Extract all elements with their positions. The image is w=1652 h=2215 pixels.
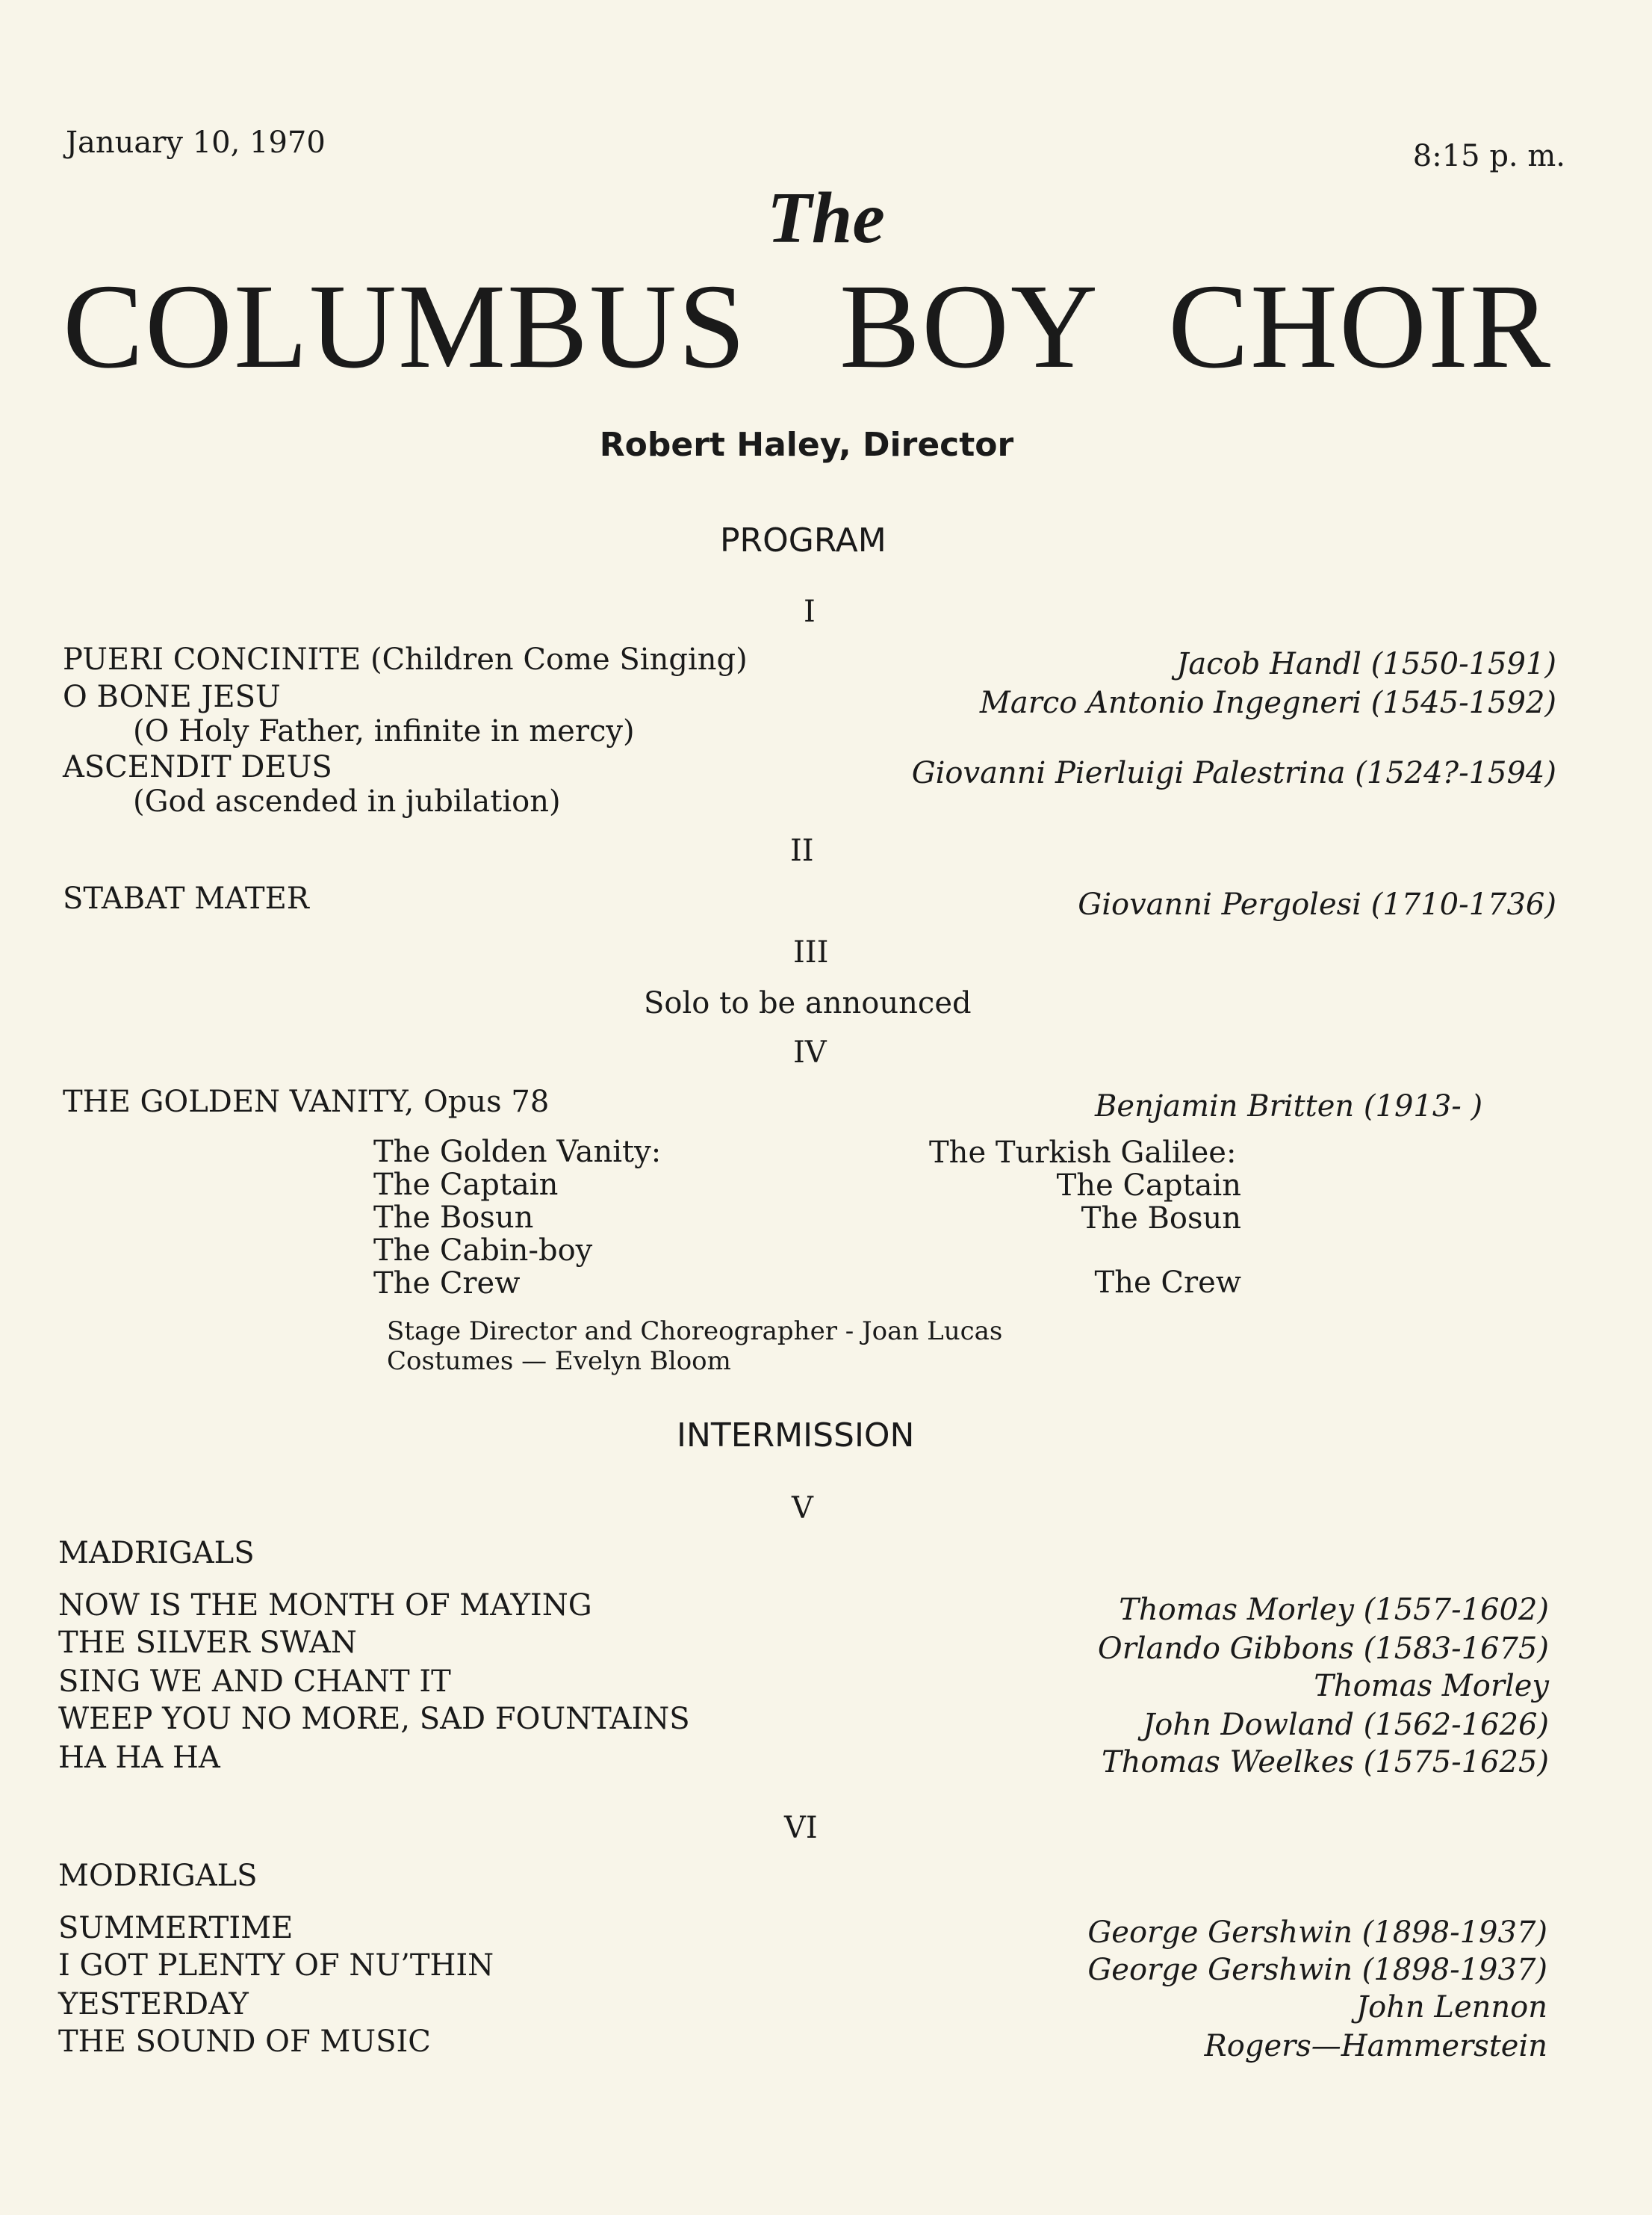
intermission-heading: INTERMISSION: [677, 1416, 915, 1455]
composer: Thomas Morley (1557-1602): [1119, 1593, 1549, 1627]
cast-line: The Golden Vanity:: [373, 1135, 662, 1169]
cast-line: The Crew: [1094, 1266, 1241, 1300]
credit-line: Stage Director and Choreographer - Joan Lucas: [387, 1316, 1003, 1346]
composer: George Gershwin (1898-1937): [1087, 1915, 1547, 1950]
piece-title: THE SOUND OF MUSIC: [58, 2025, 431, 2059]
piece-subtitle: (O Holy Father, infinite in mercy): [133, 714, 635, 749]
piece-title: WEEP YOU NO MORE, SAD FOUNTAINS: [58, 1702, 690, 1736]
composer: John Lennon: [1356, 1990, 1547, 2025]
group-heading: MODRIGALS: [58, 1859, 258, 1893]
section-numeral-3: III: [793, 935, 829, 970]
title-article: The: [767, 178, 885, 258]
concert-date: January 10, 1970: [66, 126, 326, 160]
section-numeral-6: VI: [784, 1811, 818, 1845]
section-numeral-5: V: [792, 1491, 813, 1525]
piece-title: STABAT MATER: [63, 882, 309, 916]
piece-title: I GOT PLENTY OF NU’THIN: [58, 1948, 494, 1983]
cast-line: The Bosun: [373, 1201, 534, 1235]
cast-list-left: [373, 1136, 822, 1300]
piece-title: YESTERDAY: [58, 1987, 249, 2022]
director-line: Robert Haley, Director: [599, 426, 1014, 464]
section-numeral-1: I: [804, 595, 816, 629]
piece-title: THE SILVER SWAN: [58, 1626, 357, 1660]
cast-line: The Bosun: [1081, 1201, 1241, 1236]
cast-line: The Crew: [373, 1266, 521, 1301]
composer: Giovanni Pergolesi (1710-1736): [1078, 887, 1556, 922]
piece-title: SUMMERTIME: [58, 1911, 294, 1945]
composer: George Gershwin (1898-1937): [1087, 1953, 1547, 1987]
composer: Rogers—Hammerstein: [1204, 2029, 1547, 2063]
title-word-columbus: COLUMBUS: [63, 260, 748, 394]
piece-subtitle: (God ascended in jubilation): [133, 784, 561, 819]
composer: Thomas Weelkes (1575-1625): [1101, 1745, 1549, 1779]
piece-title: ASCENDIT DEUS: [63, 750, 332, 784]
piece-title: PUERI CONCINITE (Children Come Singing): [63, 642, 748, 677]
composer: Benjamin Britten (1913- ): [1095, 1089, 1483, 1124]
piece-title: THE GOLDEN VANITY, Opus 78: [63, 1085, 550, 1119]
solo-note: Solo to be announced: [644, 986, 972, 1020]
cast-line: The Cabin-boy: [373, 1233, 593, 1268]
concert-time: 8:15 p. m.: [1412, 139, 1565, 173]
program-heading: PROGRAM: [720, 521, 886, 560]
composer: Marco Antonio Ingegneri (1545-1592): [979, 686, 1556, 720]
composer: John Dowland (1562-1626): [1143, 1708, 1549, 1742]
cast-heading-right: The Turkish Galilee:: [929, 1136, 1237, 1170]
composer: Giovanni Pierluigi Palestrina (1524?-1594): [911, 756, 1556, 790]
piece-title: O BONE JESU: [63, 680, 281, 714]
title-word-boy: BOY: [839, 260, 1100, 394]
choir-title: [63, 258, 1601, 394]
piece-title: NOW IS THE MONTH OF MAYING: [58, 1588, 592, 1623]
title-word-choir: CHOIR: [1168, 260, 1553, 394]
piece-title: HA HA HA: [58, 1741, 220, 1775]
composer: Jacob Handl (1550-1591): [1176, 647, 1556, 681]
section-numeral-2: II: [790, 834, 814, 868]
section-numeral-4: IV: [793, 1035, 827, 1070]
credit-line: Costumes — Evelyn Bloom: [387, 1346, 731, 1376]
composer: Orlando Gibbons (1583-1675): [1097, 1632, 1549, 1666]
group-heading: MADRIGALS: [58, 1536, 255, 1570]
cast-line: The Captain: [373, 1168, 559, 1202]
composer: Thomas Morley: [1314, 1669, 1549, 1703]
cast-line: The Captain: [1056, 1168, 1241, 1203]
piece-title: SING WE AND CHANT IT: [58, 1664, 451, 1699]
